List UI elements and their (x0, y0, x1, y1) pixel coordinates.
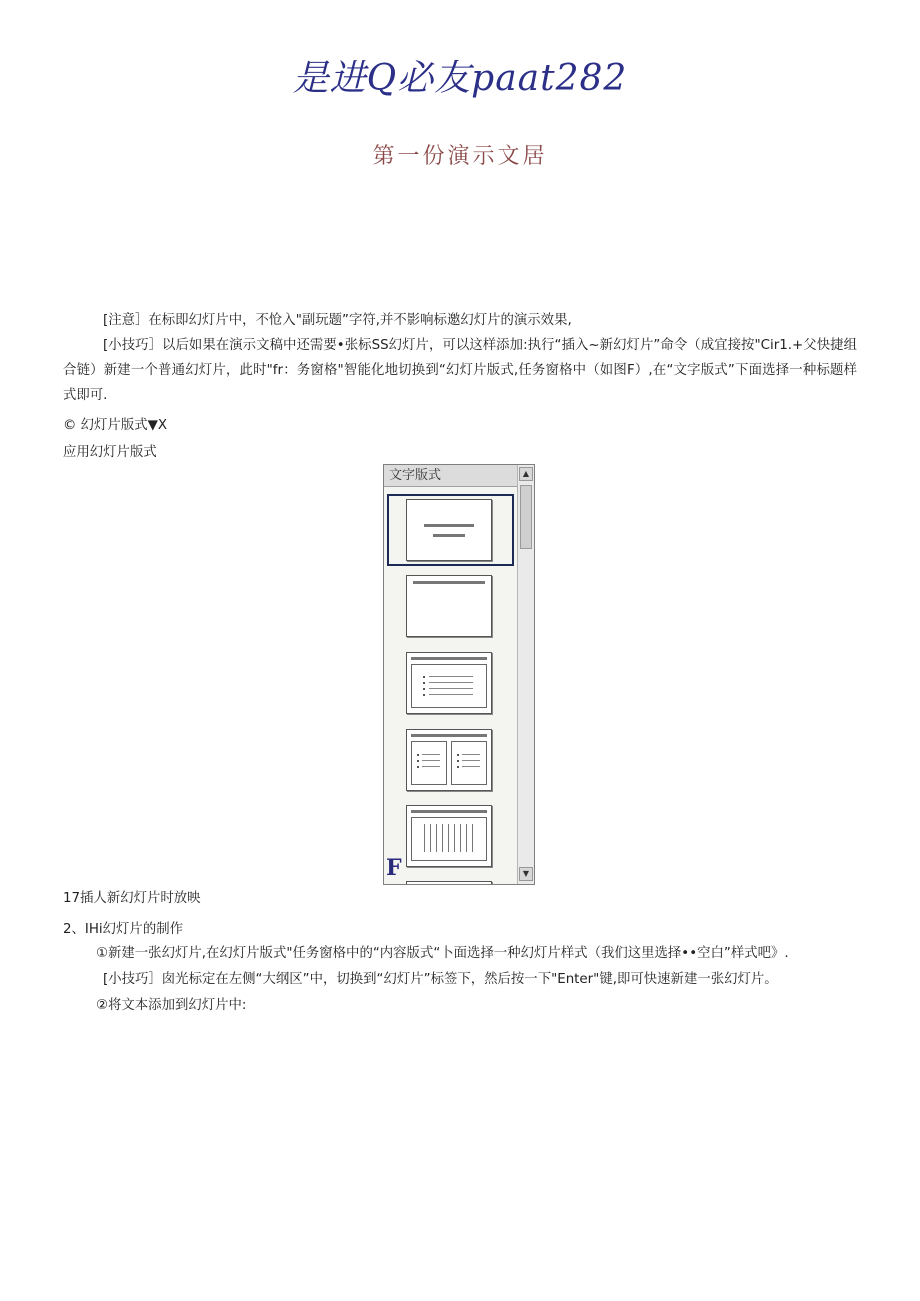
scroll-thumb[interactable] (520, 485, 532, 549)
document-title: 是进Q必友paat282 (292, 58, 628, 99)
layout-two-column-text[interactable] (406, 729, 492, 791)
layout-next-partial[interactable] (406, 881, 492, 885)
layout-title-and-text[interactable] (406, 652, 492, 714)
figure-caption: 17插人新幻灯片时放映 (63, 891, 201, 906)
scroll-up-icon[interactable]: ▲ (519, 467, 533, 481)
step-one: ①新建一张幻灯片,在幻灯片版式"任务窗格中的“内容版式“卜面选择一种幻灯片样式（我们这里选择••空白”样式吧》. (96, 946, 789, 961)
layout-vertical-text[interactable] (406, 805, 492, 867)
panel-scrollbar[interactable] (517, 465, 534, 884)
text-layouts-header: 文字版式 (384, 465, 517, 487)
tip-paragraph: [小技巧］以后如果在演示文稿中还需要•张标SS幻灯片，可以这样添加:执行“插入~新幻灯片”命令（成宜接按"Cir1.+父快捷组合链）新建一个普通幻灯片，此时"fr：务窗格"智能化地切换到“幻灯片版式,任务窗格中（如图F）,在“文字版式”下面选择一种标题样式即可. (63, 338, 857, 403)
document-subtitle: 第一份演示文居 (372, 144, 548, 169)
figure-letter-label: F (386, 855, 402, 881)
layout-title-only[interactable] (406, 575, 492, 637)
section-heading: 2、IHi幻灯片的制作 (63, 922, 183, 937)
apply-layout-label: 应用幻灯片版式 (63, 445, 157, 460)
panel-caption-line: © 幻灯片版式▼X (63, 418, 168, 433)
tip-two: [小技巧］囱光标定在左侧“大纲区”中，切换到“幻灯片”标签下，然后按一下"Enter"键,即可快速新建一张幻灯片。 (103, 972, 778, 987)
scroll-down-icon[interactable]: ▼ (519, 867, 533, 881)
slide-layout-panel (383, 464, 535, 885)
note-paragraph: [注意］在标即幻灯片中，不怆入"副玩题”字符,并不影响标邀幻灯片的演示效果, (103, 313, 572, 328)
step-two: ②将文本添加到幻灯片中: (96, 998, 247, 1013)
layout-title-slide[interactable] (406, 499, 492, 561)
